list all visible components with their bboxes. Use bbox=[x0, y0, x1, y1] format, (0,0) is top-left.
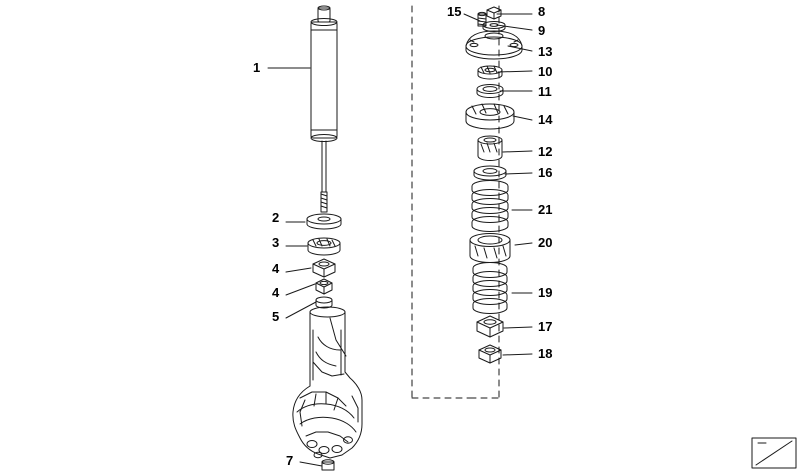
part-buffer-12 bbox=[478, 136, 502, 161]
callout-14: 14 bbox=[538, 112, 553, 127]
callout-1: 1 bbox=[253, 60, 261, 75]
callout-10: 10 bbox=[538, 64, 553, 79]
part-washer-16 bbox=[474, 166, 506, 180]
callout-3: 3 bbox=[272, 235, 280, 250]
callout-5: 5 bbox=[272, 309, 280, 324]
part-spring-pad-20 bbox=[470, 234, 510, 263]
part-wheel-carrier bbox=[293, 318, 362, 458]
leader-line-12 bbox=[503, 151, 532, 152]
part-washer-18 bbox=[479, 345, 501, 363]
reference-dashed-lines bbox=[412, 6, 499, 398]
part-bolt-15 bbox=[478, 12, 486, 26]
part-nut-4b bbox=[316, 279, 332, 294]
part-washer-2 bbox=[307, 214, 341, 229]
part-top-mount-13 bbox=[466, 31, 522, 59]
part-coil-spring-21 bbox=[472, 181, 508, 232]
callout-16: 16 bbox=[538, 165, 553, 180]
part-spring-seat-14 bbox=[466, 104, 514, 129]
leader-line-7 bbox=[300, 462, 322, 466]
part-bearing-10 bbox=[478, 66, 502, 79]
part-bushing-3 bbox=[308, 238, 340, 255]
logo-box bbox=[752, 438, 796, 468]
leader-line-10 bbox=[498, 71, 532, 72]
callout-8: 8 bbox=[538, 4, 546, 19]
callout-21: 21 bbox=[538, 202, 553, 217]
callout-19: 19 bbox=[538, 285, 553, 300]
callout-13: 13 bbox=[538, 44, 553, 59]
callout-7: 7 bbox=[286, 453, 294, 468]
leader-line-16 bbox=[505, 173, 532, 174]
part-shock-absorber bbox=[311, 6, 337, 212]
part-cap-5 bbox=[316, 297, 332, 308]
callout-17: 17 bbox=[538, 319, 553, 334]
callout-20: 20 bbox=[538, 235, 553, 250]
leader-line-20 bbox=[515, 243, 532, 245]
callout-11: 11 bbox=[538, 84, 552, 99]
leader-line-13 bbox=[508, 46, 532, 51]
callout-12: 12 bbox=[538, 144, 553, 159]
callout-9: 9 bbox=[538, 23, 546, 38]
callout-18: 18 bbox=[538, 346, 553, 361]
leader-line-14 bbox=[513, 116, 532, 120]
callout-4a: 4 bbox=[272, 261, 280, 276]
callout-4b: 4 bbox=[272, 285, 280, 300]
leader-line-17 bbox=[504, 327, 532, 328]
callout-15: 15 bbox=[447, 4, 462, 19]
leader-line-4b bbox=[286, 284, 315, 295]
callout-2: 2 bbox=[272, 210, 280, 225]
part-nut-4a bbox=[313, 259, 335, 277]
part-coil-spring-19 bbox=[473, 263, 507, 314]
leader-line-18 bbox=[503, 354, 532, 355]
part-bolt-7 bbox=[322, 460, 334, 470]
part-washer-9 bbox=[483, 22, 505, 32]
leader-line-4 bbox=[286, 268, 311, 272]
part-nut-8 bbox=[487, 7, 501, 19]
